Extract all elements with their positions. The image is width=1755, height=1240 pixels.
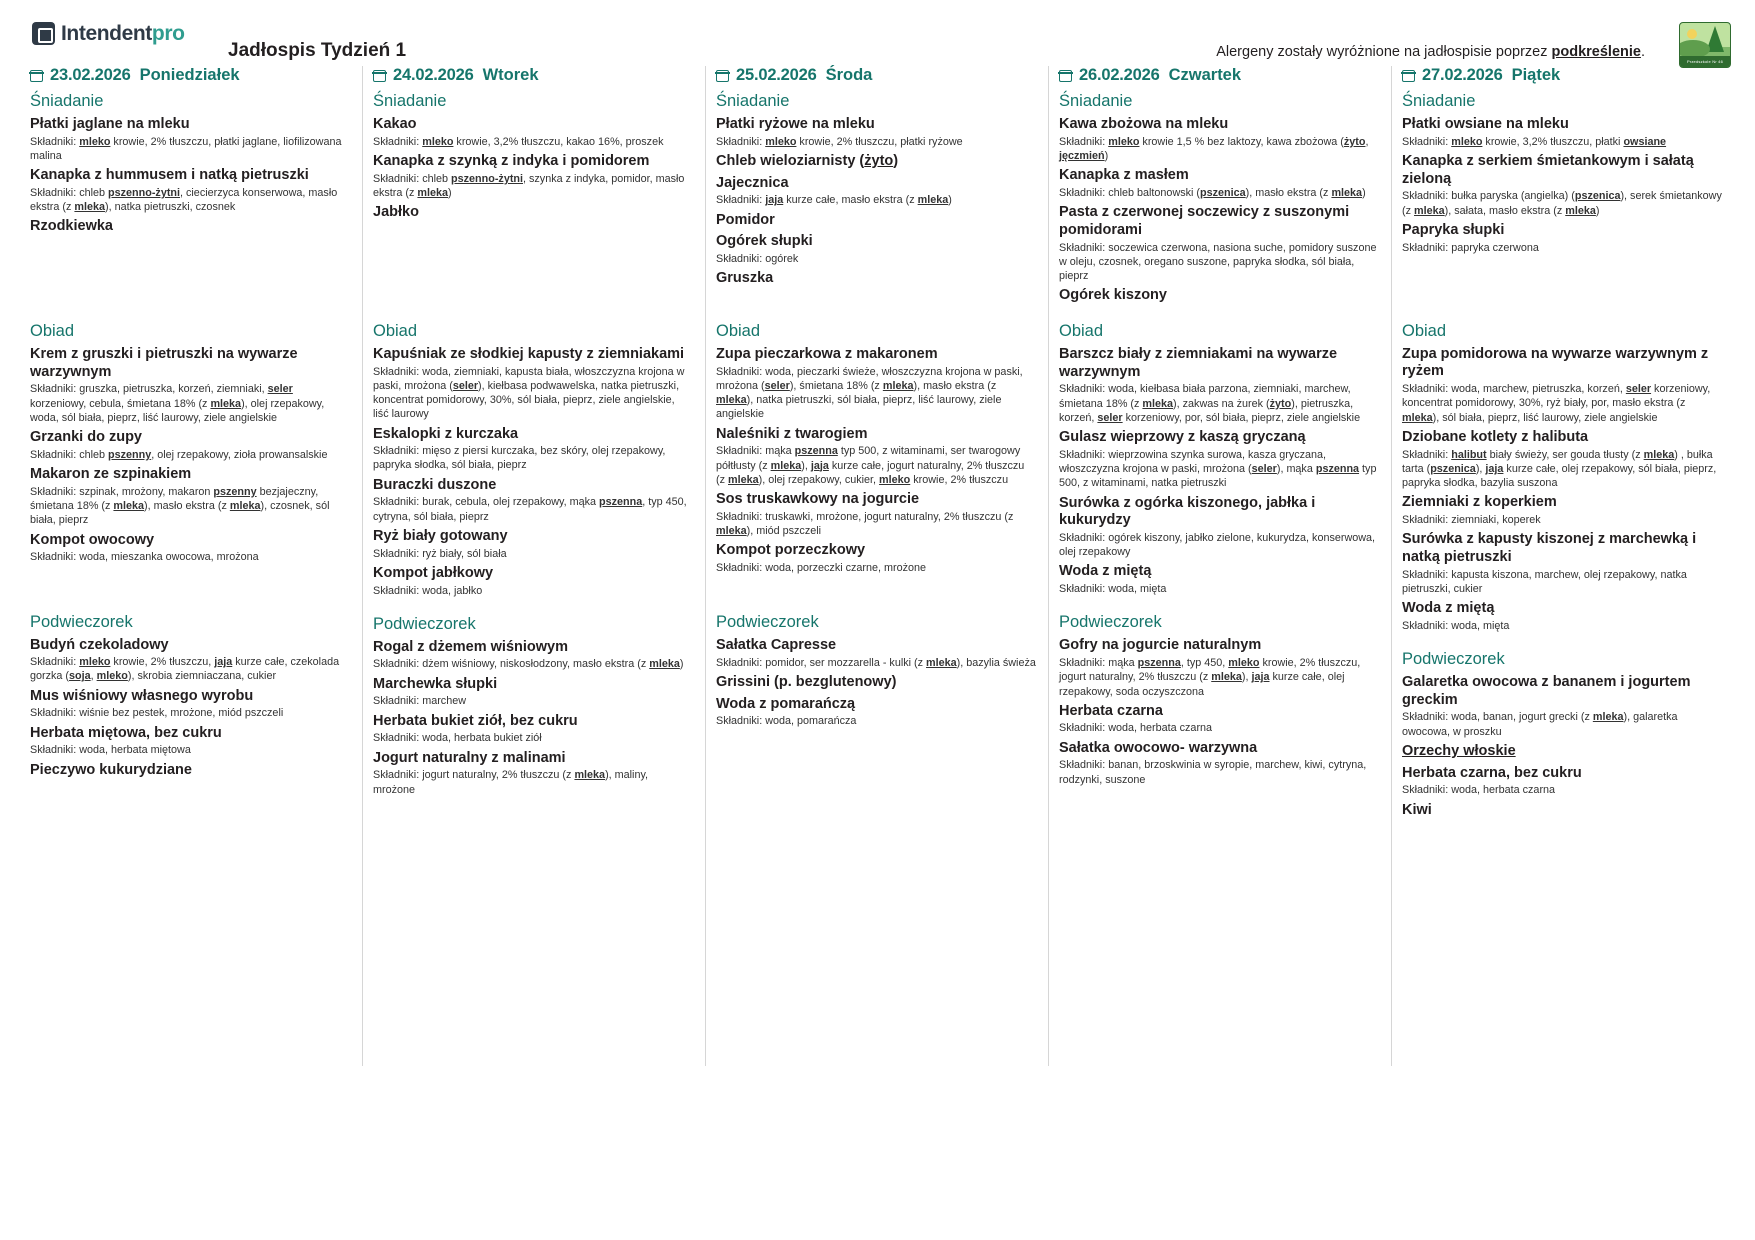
dish-ingredients: Składniki: jogurt naturalny, 2% tłuszczu (z mleka), maliny, mrożone bbox=[373, 769, 649, 796]
dish-ingredients: Składniki: mleko krowie 1,5 % bez laktozy, kawa zbożowa (żyto, jęczmień) bbox=[1059, 135, 1369, 162]
dish-ingredients: Składniki: ryż biały, sól biała bbox=[373, 547, 507, 560]
dish-ingredients: Składniki: mięso z piersi kurczaka, bez skóry, olej rzepakowy, papryka słodka, sól biała, pieprz bbox=[373, 445, 666, 472]
dish-ingredients: Składniki: woda, herbata czarna bbox=[1402, 784, 1556, 797]
section-spacer bbox=[1402, 637, 1723, 647]
meal-label-snack: Podwieczorek bbox=[1402, 650, 1505, 669]
dish-ingredients: Składniki: burak, cebula, olej rzepakowy, mąka pszenna, typ 450, cytryna, sól biała, pieprz bbox=[373, 496, 687, 523]
dish-name: Budyń czekoladowy bbox=[30, 636, 169, 653]
meal-block-breakfast bbox=[1059, 116, 1379, 305]
dish-ingredients: Składniki: woda, porzeczki czarne, mrożone bbox=[716, 561, 927, 574]
dish-ingredients: Składniki: woda, herbata czarna bbox=[1059, 722, 1213, 735]
sun-icon bbox=[1687, 29, 1697, 39]
day-date: 23.02.2026 bbox=[50, 66, 131, 84]
dish-ingredients: Składniki: woda, pomarańcza bbox=[716, 715, 857, 728]
day-name: Czwartek bbox=[1168, 66, 1242, 84]
dish-name: Kompot jabłkowy bbox=[373, 564, 494, 581]
meal-label-lunch: Obiad bbox=[1402, 321, 1447, 340]
dish-ingredients: Składniki: wiśnie bez pestek, mrożone, miód pszczeli bbox=[30, 707, 284, 720]
dish-name: Kawa zbożowa na mleku bbox=[1059, 116, 1229, 132]
section-spacer bbox=[716, 292, 1036, 302]
dish-name: Pasta z czerwonej soczewicy z suszonymi pomidorami bbox=[1059, 204, 1350, 238]
dish-ingredients: Składniki: woda, mieszanka owocowa, mrożona bbox=[30, 551, 259, 564]
dish-ingredients: Składniki: wieprzowina szynka surowa, kasza gryczana, włoszczyzna krojona w paski, mrożona (seler), mąka pszenna typ 500, z witaminami, natka pietruszki bbox=[1059, 448, 1377, 490]
section-spacer bbox=[373, 602, 693, 612]
day-column bbox=[20, 66, 363, 1066]
dish-name: Ryż biały gotowany bbox=[373, 527, 508, 544]
dish-name: Kiwi bbox=[1402, 801, 1432, 818]
day-date: 25.02.2026 bbox=[736, 66, 817, 84]
dish-ingredients: Składniki: ogórek kiszony, jabłko zielone, kukurydza, konserwowa, olej rzepakowy bbox=[1059, 531, 1376, 559]
dish-name: Surówka z ogórka kiszonego, jabłka i kukurydzy bbox=[1059, 494, 1316, 529]
meal-block-lunch bbox=[373, 346, 693, 598]
dish-name: Jajecznica bbox=[716, 174, 789, 191]
meal-block-snack bbox=[1402, 674, 1723, 819]
logo-text-primary: Intendent bbox=[61, 22, 152, 45]
dish-ingredients: Składniki: ziemniaki, koperek bbox=[1402, 514, 1541, 526]
dish-name: Kakao bbox=[373, 116, 417, 132]
dish-ingredients: Składniki: woda, mięta bbox=[1059, 583, 1167, 596]
day-header bbox=[1059, 66, 1379, 85]
dish-name: Surówka z kapusty kiszonej z marchewką i natką pietruszki bbox=[1402, 531, 1697, 565]
dish-name: Sos truskawkowy na jogurcie bbox=[716, 491, 920, 507]
dish-name: Kanapka z hummusem i natką pietruszki bbox=[30, 167, 309, 184]
dish-name: Płatki ryżowe na mleku bbox=[716, 116, 875, 132]
dish-name: Pomidor bbox=[716, 211, 775, 228]
dish-name: Papryka słupki bbox=[1402, 221, 1505, 238]
dish-name: Rogal z dżemem wiśniowym bbox=[373, 638, 568, 655]
meal-block-breakfast bbox=[716, 116, 1036, 288]
dish-ingredients: Składniki: mąka pszenna typ 500, z witaminami, ser twarogowy półtłusty (z mleka), jaja kurze całe, jogurt naturalny, 2% tłuszczu (z mleka), olej rzepakowy, cukier, mleko krowie, 2% tłuszczu bbox=[716, 445, 1025, 486]
day-date: 24.02.2026 bbox=[393, 66, 474, 84]
dish-name: Chleb wieloziarnisty (żyto) bbox=[716, 152, 899, 169]
calendar-icon bbox=[30, 70, 43, 82]
day-column bbox=[363, 66, 706, 1066]
dish-ingredients: Składniki: szpinak, mrożony, makaron pszenny bezjajeczny, śmietana 18% (z mleka), masło ekstra (z mleka), czosnek, sól biała, pieprz bbox=[30, 485, 330, 527]
dish-name: Galaretka owocowa z bananem i jogurtem greckim bbox=[1402, 674, 1691, 708]
meal-label-breakfast: Śniadanie bbox=[1059, 92, 1133, 110]
dish-ingredients: Składniki: woda, pieczarki świeże, włoszczyzna krojona w paski, mrożona (seler), śmietana 18% (z mleka), masło ekstra (z mleka), natka pietruszki, sól biała, pieprz, liść laurowy, ziele angielskie bbox=[716, 365, 1023, 421]
meal-block-snack bbox=[30, 637, 350, 780]
dish-name: Kanapka z serkiem śmietankowym i sałatą zieloną bbox=[1402, 152, 1694, 187]
dish-name: Grzanki do zupy bbox=[30, 429, 142, 446]
dish-name: Zupa pomidorowa na wywarze warzywnym z ryżem bbox=[1402, 345, 1709, 380]
dish-ingredients: Składniki: woda, ziemniaki, kapusta biała, włoszczyzna krojona w paski, mrożona (seler), kiełbasa podwawelska, natka pietruszki, koncentrat pomidorowy, 30%, sól biała, pieprz, ziele angielskie, liść laurowy bbox=[373, 365, 685, 421]
dish-name: Woda z miętą bbox=[1059, 563, 1152, 580]
meal-label-lunch: Obiad bbox=[373, 321, 418, 340]
meal-label-lunch: Obiad bbox=[1059, 321, 1104, 340]
allergen-note-emphasis: podkreślenie bbox=[1551, 44, 1641, 60]
dish-name: Mus wiśniowy własnego wyrobu bbox=[30, 687, 254, 704]
dish-ingredients: Składniki: woda, banan, jogurt grecki (z mleka), galaretka owocowa, w proszku bbox=[1402, 711, 1678, 738]
dish-ingredients: Składniki: mleko krowie, 2% tłuszczu, jaja kurze całe, czekolada gorzka (soja, mleko), skrobia ziemniaczana, cukier bbox=[30, 656, 340, 683]
dish-ingredients: Składniki: ogórek bbox=[716, 252, 799, 265]
meal-block-lunch bbox=[1059, 346, 1379, 596]
menu-grid bbox=[20, 66, 1735, 1066]
section-spacer bbox=[373, 226, 693, 236]
allergen-note-prefix: Alergeny zostały wyróżnione na jadłospisie poprzez bbox=[1216, 44, 1552, 60]
meal-label-lunch: Obiad bbox=[716, 321, 761, 340]
section-spacer bbox=[1059, 600, 1379, 610]
dish-ingredients: Składniki: jaja kurze całe, masło ekstra (z mleka) bbox=[716, 194, 952, 207]
dish-name: Makaron ze szpinakiem bbox=[30, 466, 192, 483]
section-spacer bbox=[30, 240, 350, 250]
day-column bbox=[706, 66, 1049, 1066]
dish-name: Kanapka z szynką z indyka i pomidorem bbox=[373, 152, 650, 169]
dish-name: Naleśniki z twarogiem bbox=[716, 425, 868, 442]
dish-name: Herbata bukiet ziół, bez cukru bbox=[373, 712, 578, 729]
meal-label-breakfast: Śniadanie bbox=[716, 92, 790, 110]
dish-ingredients: Składniki: papryka czerwona bbox=[1402, 241, 1539, 254]
dish-name: Kanapka z masłem bbox=[1059, 167, 1189, 184]
meal-label-snack: Podwieczorek bbox=[1059, 613, 1162, 632]
dish-ingredients: Składniki: kapusta kiszona, marchew, olej rzepakowy, natka pietruszki, cukier bbox=[1402, 568, 1687, 595]
dish-ingredients: Składniki: woda, kiełbasa biała parzona, ziemniaki, marchew, śmietana 18% (z mleka), zakwas na żurek (żyto), pietruszka, korzeń, seler korzeniowy, por, sól biała, pieprz, ziele angielskie bbox=[1059, 383, 1361, 424]
meal-block-lunch bbox=[716, 346, 1036, 575]
dish-name: Jabłko bbox=[373, 204, 419, 221]
dish-name: Ogórek kiszony bbox=[1059, 287, 1167, 304]
dish-name: Zupa pieczarkowa z makaronem bbox=[716, 345, 938, 362]
dish-ingredients: Składniki: chleb pszenny, olej rzepakowy, zioła prowansalskie bbox=[30, 448, 328, 461]
dish-ingredients: Składniki: mąka pszenna, typ 450, mleko krowie, 2% tłuszczu, jogurt naturalny, 2% tłuszczu (z mleka), jaja kurze całe, olej rzepakowy, soda oczyszczona bbox=[1059, 657, 1361, 698]
meal-block-lunch bbox=[30, 346, 350, 564]
dish-ingredients: Składniki: woda, jabłko bbox=[373, 584, 483, 597]
dish-ingredients: Składniki: halibut biały świeży, ser gouda tłusty (z mleka) , bułka tarta (pszenica), jaja kurze całe, olej rzepakowy, sól biała, pieprz, papryka słodka, bazylia suszona bbox=[1402, 448, 1717, 490]
allergen-note-suffix: . bbox=[1640, 44, 1645, 60]
day-header bbox=[716, 66, 1036, 85]
calendar-icon bbox=[1402, 70, 1415, 82]
page-title: Jadłospis Tydzień 1 bbox=[228, 40, 407, 61]
meal-label-breakfast: Śniadanie bbox=[373, 92, 447, 110]
kindergarten-logo bbox=[1679, 22, 1731, 68]
calendar-icon bbox=[1059, 70, 1072, 82]
dish-name: Pieczywo kukurydziane bbox=[30, 761, 192, 778]
dish-name: Buraczki duszone bbox=[373, 476, 497, 493]
section-spacer bbox=[30, 569, 350, 579]
dish-ingredients: Składniki: mleko krowie, 3,2% tłuszczu, płatki owsiane bbox=[1402, 135, 1667, 148]
dish-name: Krem z gruszki i pietruszki na wywarze warzywnym bbox=[30, 346, 298, 380]
dish-name: Płatki jaglane na mleku bbox=[30, 116, 190, 132]
dish-name: Eskalopki z kurczaka bbox=[373, 425, 519, 442]
meal-label-lunch: Obiad bbox=[30, 322, 75, 341]
dish-name: Sałatka Capresse bbox=[716, 637, 837, 654]
dish-ingredients: Składniki: mleko krowie, 3,2% tłuszczu, kakao 16%, proszek bbox=[373, 135, 664, 148]
dish-ingredients: Składniki: pomidor, ser mozzarella - kulki (z mleka), bazylia świeża bbox=[716, 656, 1036, 669]
dish-name: Ziemniaki z koperkiem bbox=[1402, 494, 1557, 511]
meal-label-breakfast: Śniadanie bbox=[30, 92, 104, 110]
dish-ingredients: Składniki: chleb pszenno-żytni, ciecierzyca konserwowa, masło ekstra (z mleka), natka pietruszki, czosnek bbox=[30, 186, 338, 214]
day-date: 26.02.2026 bbox=[1079, 66, 1160, 84]
calendar-icon bbox=[373, 70, 386, 82]
meal-label-snack: Podwieczorek bbox=[30, 612, 133, 631]
meal-block-snack bbox=[716, 637, 1036, 729]
day-header bbox=[1402, 66, 1723, 85]
meal-label-snack: Podwieczorek bbox=[716, 613, 819, 632]
dish-name: Gofry na jogurcie naturalnym bbox=[1059, 637, 1262, 654]
meal-block-snack bbox=[373, 639, 693, 797]
dish-name: Herbata czarna bbox=[1059, 702, 1163, 719]
meal-block-breakfast bbox=[1402, 116, 1723, 255]
dish-name: Woda z pomarańczą bbox=[716, 695, 856, 712]
dish-name: Barszcz biały z ziemniakami na wywarze warzywnym bbox=[1059, 345, 1338, 380]
app-logo bbox=[32, 22, 185, 46]
day-name: Piątek bbox=[1511, 66, 1561, 84]
dish-ingredients: Składniki: woda, mięta bbox=[1402, 619, 1510, 632]
logo-mark-icon bbox=[32, 22, 55, 45]
dish-name: Grissini (p. bezglutenowy) bbox=[716, 674, 897, 691]
dish-name: Herbata miętowa, bez cukru bbox=[30, 724, 222, 741]
dish-ingredients: Składniki: banan, brzoskwinia w syropie, marchew, kiwi, cytryna, rodzynki, suszone bbox=[1059, 759, 1367, 786]
dish-name: Kapuśniak ze słodkiej kapusty z ziemniakami bbox=[373, 345, 685, 362]
meal-label-breakfast: Śniadanie bbox=[1402, 92, 1476, 110]
section-spacer bbox=[1402, 259, 1723, 269]
day-name: Poniedziałek bbox=[139, 66, 240, 84]
dish-ingredients: Składniki: marchew bbox=[373, 695, 467, 708]
dish-ingredients: Składniki: soczewica czerwona, nasiona suche, pomidory suszone w oleju, czosnek, oregano suszone, papryka słodka, sól biała, pieprz bbox=[1059, 241, 1377, 282]
day-header bbox=[373, 66, 693, 85]
allergen-note bbox=[1216, 44, 1645, 60]
page-header bbox=[20, 16, 1735, 62]
dish-ingredients: Składniki: chleb pszenno-żytni, szynka z indyka, pomidor, masło ekstra (z mleka) bbox=[373, 172, 685, 199]
dish-ingredients: Składniki: woda, marchew, pietruszka, korzeń, seler korzeniowy, koncentrat pomidorowy, 30%, ryż biały, por, masło ekstra (z mleka), sól biała, pieprz, liść laurowy, ziele angielskie bbox=[1402, 383, 1711, 424]
dish-name: Gruszka bbox=[716, 270, 774, 287]
dish-name: Woda z miętą bbox=[1402, 600, 1495, 617]
day-header bbox=[30, 66, 350, 85]
logo-text-secondary: pro bbox=[151, 22, 185, 45]
dish-name: Herbata czarna, bez cukru bbox=[1402, 764, 1582, 781]
dish-ingredients: Składniki: dżem wiśniowy, niskosłodzony, masło ekstra (z mleka) bbox=[373, 658, 684, 671]
day-column bbox=[1049, 66, 1392, 1066]
meal-block-snack bbox=[1059, 637, 1379, 787]
dish-name: Dziobane kotlety z halibuta bbox=[1402, 428, 1589, 445]
dish-ingredients: Składniki: mleko krowie, 2% tłuszczu, płatki ryżowe bbox=[716, 135, 963, 148]
dish-ingredients: Składniki: truskawki, mrożone, jogurt naturalny, 2% tłuszczu (z mleka), miód pszczeli bbox=[716, 510, 1014, 537]
meal-label-snack: Podwieczorek bbox=[373, 614, 476, 633]
dish-name: Rzodkiewka bbox=[30, 218, 113, 235]
dish-name: Kompot owocowy bbox=[30, 531, 155, 548]
dish-ingredients: Składniki: woda, herbata miętowa bbox=[30, 744, 191, 757]
dish-name: Sałatka owocowo- warzywna bbox=[1059, 739, 1258, 756]
kindergarten-logo-caption: Przedszkole Nr 46 bbox=[1680, 56, 1730, 67]
dish-ingredients: Składniki: gruszka, pietruszka, korzeń, ziemniaki, seler korzeniowy, cebula, śmietana 18% (z mleka), olej rzepakowy, woda, sól biała, pieprz, liść laurowy, ziele angielskie bbox=[30, 383, 325, 424]
calendar-icon bbox=[716, 70, 729, 82]
dish-name: Orzechy włoskie bbox=[1402, 742, 1516, 759]
dish-ingredients: Składniki: bułka paryska (angielka) (pszenica), serek śmietankowy (z mleka), sałata, masło ekstra (z mleka) bbox=[1402, 190, 1722, 217]
day-date: 27.02.2026 bbox=[1422, 66, 1503, 84]
dish-ingredients: Składniki: mleko krowie, 2% tłuszczu, płatki jaglane, liofilizowana malina bbox=[30, 135, 342, 162]
dish-name: Ogórek słupki bbox=[716, 233, 813, 250]
dish-name: Gulasz wieprzowy z kaszą gryczaną bbox=[1059, 429, 1306, 446]
dish-name: Marchewka słupki bbox=[373, 675, 498, 692]
day-column bbox=[1392, 66, 1735, 1066]
section-spacer bbox=[716, 579, 1036, 589]
dish-ingredients: Składniki: woda, herbata bukiet ziół bbox=[373, 732, 542, 745]
day-name: Wtorek bbox=[482, 66, 539, 84]
section-spacer bbox=[1059, 309, 1379, 319]
dish-name: Kompot porzeczkowy bbox=[716, 542, 866, 559]
meal-block-breakfast bbox=[373, 116, 693, 222]
dish-name: Płatki owsiane na mleku bbox=[1402, 116, 1569, 132]
dish-ingredients: Składniki: chleb baltonowski (pszenica), masło ekstra (z mleka) bbox=[1059, 186, 1366, 199]
dish-name: Jogurt naturalny z malinami bbox=[373, 749, 566, 766]
day-name: Środa bbox=[825, 66, 873, 84]
meal-block-breakfast bbox=[30, 116, 350, 236]
meal-block-lunch bbox=[1402, 346, 1723, 633]
